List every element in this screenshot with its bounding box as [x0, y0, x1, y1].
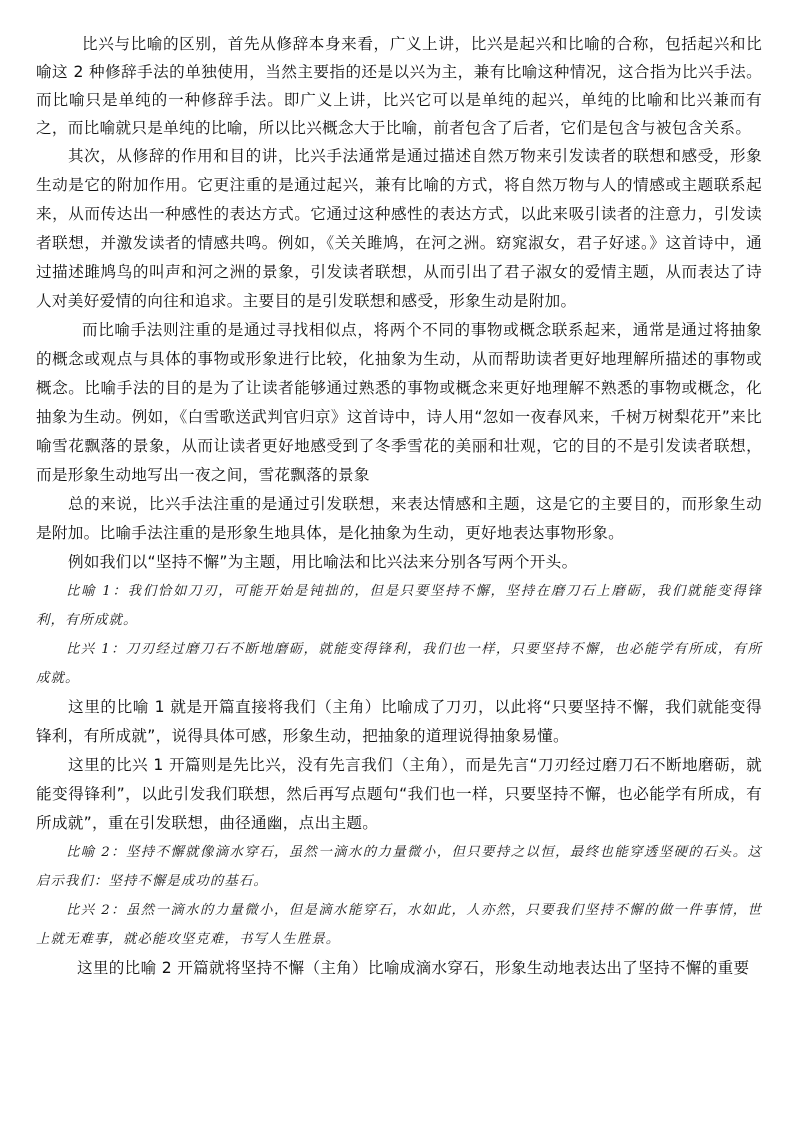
paragraph-purpose-bixing: 其次，从修辞的作用和目的讲，比兴手法通常是通过描述自然万物来引发读者的联想和感受，形象生动是它的附加作用。它更注重的是通过起兴，兼有比喻的方式，将自然万物与人的情感或主题联系起来，从而传达出一种感性的表达方式。它通过这种感性的表达方式，以此来吸引读者的注意力，引发读者联想，并激发读者的情感共鸣。例如，《关关雎鸠，在河之洲。窈窕淑女，君子好逑。》这首诗中，通过描述雎鸠鸟的叫声和河之洲的景象，引发读者联想，从而引出了君子淑女的爱情主题，从而表达了诗人对美好爱情的向往和追求。主要目的是引发联想和感受，形象生动是附加。 [36, 147, 762, 310]
paragraph-purpose-biyu: 而比喻手法则注重的是通过寻找相似点，将两个不同的事物或概念联系起来，通常是通过将抽象的概念或观点与具体的事物或形象进行比较，化抽象为生动，从而帮助读者更好地理解所描述的事物或概念。比喻手法的目的是为了让读者能够通过熟悉的事物或概念来更好地理解不熟悉的事物或概念，化抽象为生动。例如，《白雪歌送武判官归京》这首诗中，诗人用“忽如一夜春风来，千树万树梨花开”来比喻雪花飘落的景象，从而让读者更好地感受到了冬季雪花的美丽和壮观，它的目的不是引发读者联想，而是形象生动地写出一夜之间，雪花飘落的景象 [36, 321, 762, 484]
example-biyu-1: 比喻 1：我们恰如刀刃，可能开始是钝拙的，但是只要坚持不懈，坚持在磨刀石上磨砺，我们就能变得锋利，有所成就。 [36, 584, 762, 628]
paragraph-example-intro: 例如我们以“坚持不懈”为主题，用比喻法和比兴法来分别各写两个开头。 [68, 553, 578, 571]
paragraph-difference-intro: 比兴与比喻的区别，首先从修辞本身来看，广义上讲，比兴是起兴和比喻的合称，包括起兴和比喻这 2 种修辞手法的单独使用，当然主要指的还是以兴为主，兼有比喻这种情况，这合指为比兴手法。而比喻只是单纯的一种修辞手法。即广义上讲，比兴它可以是单纯的起兴，单纯的比喻和比兴兼而有之，而比喻就只是单纯的比喻，所以比兴概念大于比喻，前者包含了后者，它们是包含与被包含关系。 [36, 35, 762, 137]
document-page [36, 30, 762, 983]
paragraph-analysis-bixing-1: 这里的比兴 1 开篇则是先比兴，没有先言我们（主角），而是先言“刀刃经过磨刀石不断地磨砺，就能变得锋利”，以此引发我们联想，然后再写点题句“我们也一样，只要坚持不懈，也必能学有所成，有所成就”，重在引发联想，曲径通幽，点出主题。 [36, 756, 762, 832]
example-biyu-2: 比喻 2：坚持不懈就像滴水穿石，虽然一滴水的力量微小，但只要持之以恒，最终也能穿透坚硬的石头。这启示我们：坚持不懈是成功的基石。 [36, 845, 762, 889]
example-bixing-2: 比兴 2：虽然一滴水的力量微小，但是滴水能穿石，水如此，人亦然，只要我们坚持不懈的做一件事情，世上就无难事，就必能攻坚克难，书写人生胜景。 [36, 903, 762, 947]
paragraph-analysis-biyu-2: 这里的比喻 2 开篇就将坚持不懈（主角）比喻成滴水穿石，形象生动地表达出了坚持不懈的重要 [77, 959, 750, 977]
example-bixing-1: 比兴 1：刀刃经过磨刀石不断地磨砺，就能变得锋利，我们也一样，只要坚持不懈，也必能学有所成，有所成就。 [36, 642, 762, 686]
paragraph-summary: 总的来说，比兴手法注重的是通过引发联想，来表达情感和主题，这是它的主要目的，而形象生动是附加。比喻手法注重的是形象生地具体，是化抽象为生动，更好地表达事物形象。 [36, 495, 762, 542]
paragraph-analysis-biyu-1: 这里的比喻 1 就是开篇直接将我们（主角）比喻成了刀刃，以此将“只要坚持不懈，我们就能变得锋利，有所成就”，说得具体可感，形象生动，把抽象的道理说得抽象易懂。 [36, 698, 762, 745]
